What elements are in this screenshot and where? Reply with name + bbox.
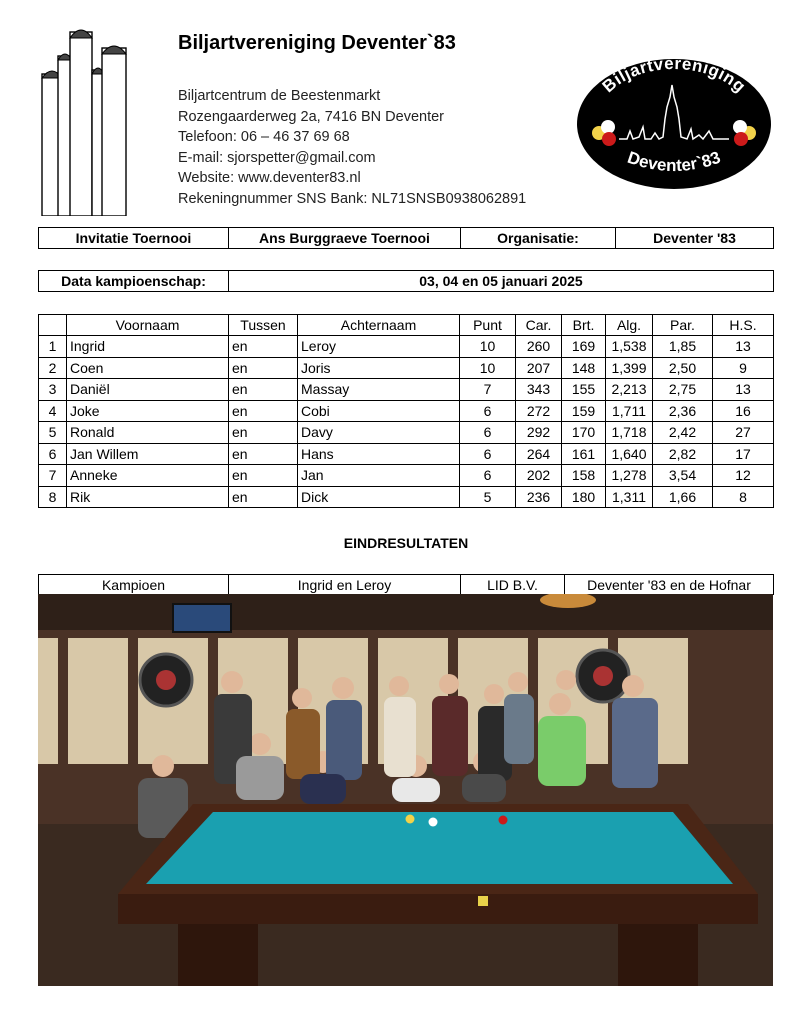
cell-tussen: en xyxy=(229,422,298,444)
cell-punt: 7 xyxy=(460,379,516,401)
cell-voornaam: Anneke xyxy=(67,465,229,487)
cell-hs: 16 xyxy=(713,400,774,422)
organisation-value: Deventer '83 xyxy=(616,228,774,249)
address-line: Rozengaarderweg 2a, 7416 BN Deventer xyxy=(178,108,444,125)
tournament-info-table xyxy=(38,227,774,249)
cell-tussen: en xyxy=(229,443,298,465)
standings-row xyxy=(39,357,774,379)
final-results-row xyxy=(39,575,774,595)
cell-alg: 1,718 xyxy=(606,422,653,444)
cell-rank: 7 xyxy=(39,465,67,487)
cell-car: 343 xyxy=(516,379,562,401)
organisation-label: Organisatie: xyxy=(461,228,616,249)
cell-brt: 169 xyxy=(562,336,606,358)
cell-hs: 13 xyxy=(713,336,774,358)
org-name: Biljartvereniging Deventer`83 xyxy=(178,32,456,54)
white-ball-icon xyxy=(429,818,438,827)
cell-rank: 2 xyxy=(39,357,67,379)
cell-rank: 4 xyxy=(39,400,67,422)
cell-achternaam: Massay xyxy=(298,379,460,401)
cell-punt: 6 xyxy=(460,400,516,422)
cell-car: 202 xyxy=(516,465,562,487)
col-header-rank xyxy=(39,315,67,336)
standings-row xyxy=(39,400,774,422)
cell-alg: 1,311 xyxy=(606,486,653,508)
standings-row xyxy=(39,422,774,444)
cell-hs: 13 xyxy=(713,379,774,401)
cell-tussen: en xyxy=(229,336,298,358)
cell-hs: 12 xyxy=(713,465,774,487)
col-header-car: Car. xyxy=(516,315,562,336)
cell-brt: 158 xyxy=(562,465,606,487)
cell-alg: 1,640 xyxy=(606,443,653,465)
cell-tussen: en xyxy=(229,465,298,487)
cell-achternaam: Hans xyxy=(298,443,460,465)
cell-par: 2,82 xyxy=(653,443,713,465)
cell-par: 2,42 xyxy=(653,422,713,444)
cell-rank: 5 xyxy=(39,422,67,444)
cell-car: 264 xyxy=(516,443,562,465)
cell-brt: 180 xyxy=(562,486,606,508)
cell-achternaam: Davy xyxy=(298,422,460,444)
col-header-par: Par. xyxy=(653,315,713,336)
standings-row xyxy=(39,486,774,508)
standings-header-row xyxy=(39,315,774,336)
champion-value: Ingrid en Leroy xyxy=(229,575,461,595)
standings-row xyxy=(39,443,774,465)
website-line: Website: www.deventer83.nl xyxy=(178,170,361,186)
col-header-alg: Alg. xyxy=(606,315,653,336)
cell-alg: 1,399 xyxy=(606,357,653,379)
cell-voornaam: Coen xyxy=(67,357,229,379)
cell-voornaam: Ronald xyxy=(67,422,229,444)
cell-tussen: en xyxy=(229,400,298,422)
cell-hs: 27 xyxy=(713,422,774,444)
final-results-heading: EINDRESULTATEN xyxy=(343,535,469,551)
cell-alg: 2,213 xyxy=(606,379,653,401)
group-photo xyxy=(38,594,773,986)
billiard-cloth xyxy=(146,812,733,884)
cell-achternaam: Joris xyxy=(298,357,460,379)
championship-dates-label: Data kampioenschap: xyxy=(39,271,229,292)
cell-alg: 1,711 xyxy=(606,400,653,422)
cell-tussen: en xyxy=(229,379,298,401)
sponsor-value: Deventer '83 en de Hofnar xyxy=(565,575,774,595)
cell-punt: 6 xyxy=(460,465,516,487)
cell-tussen: en xyxy=(229,357,298,379)
cell-hs: 8 xyxy=(713,486,774,508)
cell-voornaam: Rik xyxy=(67,486,229,508)
col-header-tussen: Tussen xyxy=(229,315,298,336)
contact-block xyxy=(178,86,526,209)
tournament-info-row xyxy=(39,228,774,249)
cell-punt: 10 xyxy=(460,357,516,379)
red-ball-icon xyxy=(499,816,508,825)
tournament-name: Ans Burggraeve Toernooi xyxy=(229,228,461,249)
cell-rank: 6 xyxy=(39,443,67,465)
email-line: E-mail: sjorspetter@gmail.com xyxy=(178,149,376,166)
bank-line: Rekeningnummer SNS Bank: NL71SNSB0938062891 xyxy=(178,190,527,207)
tv-screen xyxy=(173,604,231,632)
cell-tussen: en xyxy=(229,486,298,508)
cell-punt: 5 xyxy=(460,486,516,508)
cell-voornaam: Jan Willem xyxy=(67,443,229,465)
phone-line: Telefoon: 06 – 46 37 69 68 xyxy=(178,129,350,145)
championship-dates-value: 03, 04 en 05 januari 2025 xyxy=(229,271,774,292)
cell-car: 236 xyxy=(516,486,562,508)
cell-par: 2,36 xyxy=(653,400,713,422)
cell-par: 2,75 xyxy=(653,379,713,401)
standings-body xyxy=(39,336,774,508)
cell-voornaam: Ingrid xyxy=(67,336,229,358)
cell-rank: 8 xyxy=(39,486,67,508)
cell-brt: 148 xyxy=(562,357,606,379)
col-header-hs: H.S. xyxy=(713,315,774,336)
cell-alg: 1,538 xyxy=(606,336,653,358)
col-header-punt: Punt xyxy=(460,315,516,336)
championship-dates-table xyxy=(38,270,774,292)
cell-brt: 170 xyxy=(562,422,606,444)
cell-voornaam: Daniël xyxy=(67,379,229,401)
standings-row xyxy=(39,465,774,487)
cell-rank: 3 xyxy=(39,379,67,401)
billiard-cues-icon xyxy=(40,26,130,216)
tournament-type-label: Invitatie Toernooi xyxy=(39,228,229,249)
cell-brt: 159 xyxy=(562,400,606,422)
venue-line: Biljartcentrum de Beestenmarkt xyxy=(178,88,381,104)
club-logo xyxy=(575,57,773,191)
cell-punt: 6 xyxy=(460,422,516,444)
cell-voornaam: Joke xyxy=(67,400,229,422)
standings-table xyxy=(38,314,774,508)
cell-alg: 1,278 xyxy=(606,465,653,487)
cell-achternaam: Dick xyxy=(298,486,460,508)
championship-dates-row xyxy=(39,271,774,292)
cell-car: 272 xyxy=(516,400,562,422)
col-header-brt: Brt. xyxy=(562,315,606,336)
yellow-ball-icon xyxy=(406,815,415,824)
cell-par: 1,66 xyxy=(653,486,713,508)
cell-par: 2,50 xyxy=(653,357,713,379)
cell-hs: 17 xyxy=(713,443,774,465)
cell-achternaam: Leroy xyxy=(298,336,460,358)
cell-achternaam: Cobi xyxy=(298,400,460,422)
logo-top-text: Biljartvereniging xyxy=(598,57,750,97)
cell-car: 260 xyxy=(516,336,562,358)
col-header-voornaam: Voornaam xyxy=(67,315,229,336)
cell-punt: 10 xyxy=(460,336,516,358)
standings-row xyxy=(39,379,774,401)
cell-hs: 9 xyxy=(713,357,774,379)
cell-par: 3,54 xyxy=(653,465,713,487)
cell-rank: 1 xyxy=(39,336,67,358)
standings-row xyxy=(39,336,774,358)
cell-achternaam: Jan xyxy=(298,465,460,487)
cell-car: 207 xyxy=(516,357,562,379)
cell-par: 1,85 xyxy=(653,336,713,358)
cell-punt: 6 xyxy=(460,443,516,465)
cell-brt: 155 xyxy=(562,379,606,401)
cell-brt: 161 xyxy=(562,443,606,465)
champion-label: Kampioen xyxy=(39,575,229,595)
col-header-achternaam: Achternaam xyxy=(298,315,460,336)
sponsor-label: LID B.V. xyxy=(461,575,565,595)
logo-bottom-text: Deventer`83 xyxy=(625,147,723,176)
cell-car: 292 xyxy=(516,422,562,444)
final-results-table xyxy=(38,574,774,595)
